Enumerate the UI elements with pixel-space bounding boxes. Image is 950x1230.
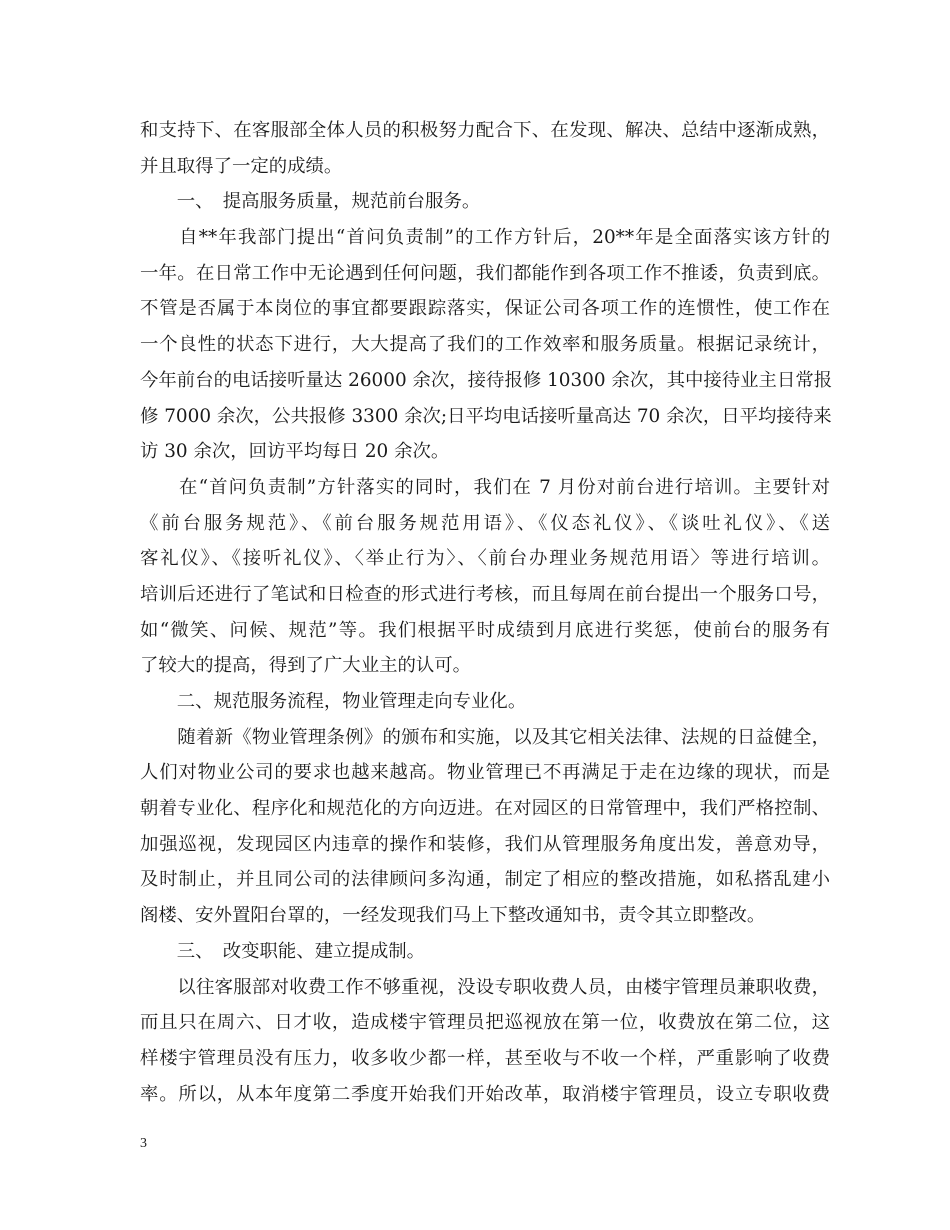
text-line: 培训后还进行了笔试和日检查的形式进行考核，而且每周在前台提出一个服务口号， xyxy=(140,583,830,605)
text-line: 今年前台的电话接听量达 26000 余次，接待报修 10300 余次，其中接待业主日常报 xyxy=(140,369,833,391)
text-line: 在“首问负责制”方针落实的同时，我们在 7 月份对前台进行培训。主要针对 xyxy=(140,476,830,498)
text-line: 客礼仪》、《接听礼仪》、〈举止行为〉、〈前台办理业务规范用语〉等进行培训。 xyxy=(140,548,830,570)
page-number: 3 xyxy=(140,1136,147,1151)
text-line: 随着新《物业管理条例》的颁布和实施，以及其它相关法律、法规的日益健全， xyxy=(140,726,830,748)
text-line: 访 30 余次，回访平均每日 20 余次。 xyxy=(140,441,450,463)
section-heading: 二、规范服务流程，物业管理走向专业化。 xyxy=(140,691,527,712)
text-line: 并且取得了一定的成绩。 xyxy=(140,155,343,177)
text-line: 样楼宇管理员没有压力，收多收少都一样，甚至收与不收一个样，严重影响了收费 xyxy=(140,1047,830,1069)
text-line: 修 7000 余次，公共报修 3300 余次;日平均电话接听量高达 70 余次，日平均接待来 xyxy=(140,405,832,427)
section-heading: 三、 改变职能、建立提成制。 xyxy=(140,940,426,962)
text-line: 一个良性的状态下进行，大大提高了我们的工作效率和服务质量。根据记录统计， xyxy=(140,334,830,356)
text-line: 了较大的提高，得到了广大业主的认可。 xyxy=(140,655,472,677)
text-line: 加强巡视，发现园区内违章的操作和装修，我们从管理服务角度出发，善意劝导， xyxy=(140,833,830,855)
text-line: 朝着专业化、程序化和规范化的方向迈进。在对园区的日常管理中，我们严格控制、 xyxy=(140,798,830,820)
section-heading: 一、 提高服务质量，规范前台服务。 xyxy=(140,191,481,213)
text-line: 及时制止，并且同公司的法律顾问多沟通，制定了相应的整改措施，如私搭乱建小 xyxy=(140,869,830,891)
text-line: 而且只在周六、日才收，造成楼宇管理员把巡视放在第一位，收费放在第二位，这 xyxy=(140,1012,830,1034)
text-line: 率。所以，从本年度第二季度开始我们开始改革，取消楼宇管理员，设立专职收费 xyxy=(140,1083,830,1105)
text-line: 如“微笑、问候、规范”等。我们根据平时成绩到月底进行奖惩，使前台的服务有 xyxy=(140,619,830,641)
text-line: 自**年我部门提出“首问负责制”的工作方针后，20**年是全面落实该方针的 xyxy=(140,227,830,249)
text-line: 不管是否属于本岗位的事宜都要跟踪落实，保证公司各项工作的连惯性，使工作在 xyxy=(140,298,830,320)
text-line: 一年。在日常工作中无论遇到任何问题，我们都能作到各项工作不推诿，负责到底。 xyxy=(140,262,830,284)
text-line: 《前台服务规范》、《前台服务规范用语》、《仪态礼仪》、《谈吐礼仪》、《送 xyxy=(140,512,830,534)
text-line: 阁楼、安外置阳台罩的，一经发现我们马上下整改通知书，责令其立即整改。 xyxy=(140,905,766,927)
text-line: 以往客服部对收费工作不够重视，没设专职收费人员，由楼宇管理员兼职收费， xyxy=(140,976,830,998)
text-line: 和支持下、在客服部全体人员的积极努力配合下、在发现、解决、总结中逐渐成熟， xyxy=(140,120,830,141)
text-line: 人们对物业公司的要求也越来越高。物业管理已不再满足于走在边缘的现状，而是 xyxy=(140,762,830,784)
body-text xyxy=(140,113,833,1112)
